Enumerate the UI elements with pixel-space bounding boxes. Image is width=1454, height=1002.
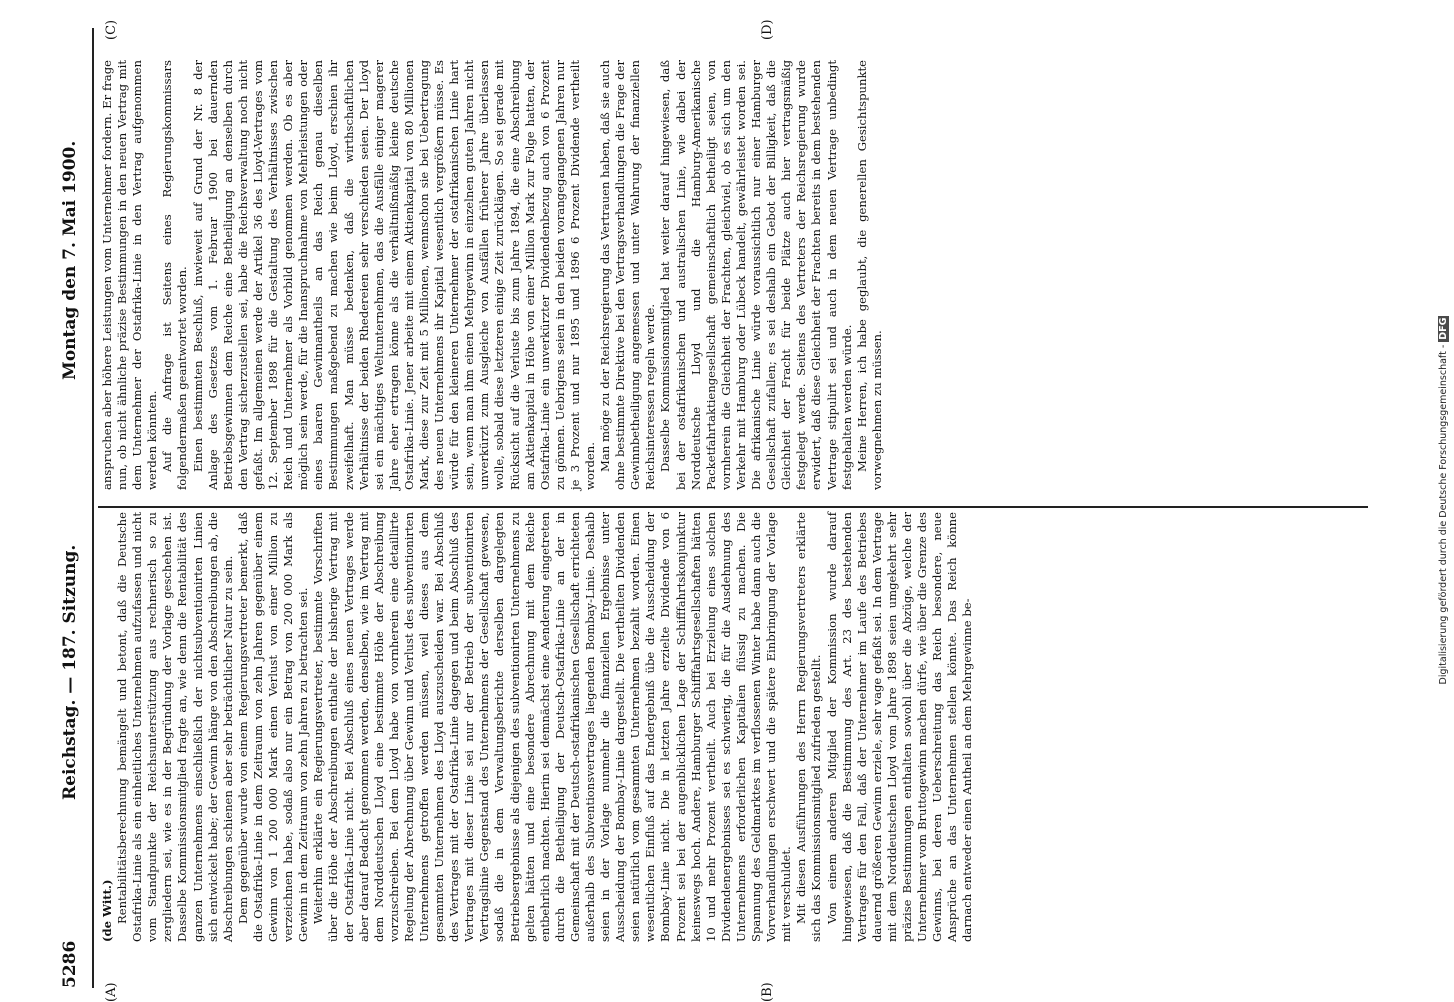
paragraph: Meine Herren, ich habe geglaubt, die generellen Gesichtspunkte vorwegnehmen zu müssen.: [854, 60, 884, 490]
header-rule: [92, 28, 94, 988]
paragraph: Weiterhin erklärte ein Regierungsvertreter, bestimmte Vorschriften über die Höhe der Abschreibungen enthalte der bisherige Vertrag mit der Ostafrika-Linie nicht. Bei Abschluß eines neuen Vertrages werde aber darauf Bedacht genommen werden, denselben, wie im Vertrag mit dem Norddeutschen Lloyd eine bestimmte Höhe der Abschreibung vorzuschreiben. Bei dem Lloyd habe von vornherein eine detaillirte Regelung der Abrechnung über Gewinn und Verlust des subventionirten Unternehmens getroffen werden müssen, weil dieses aus dem gesammten Unternehmen des Lloyd auszuscheiden war. Bei Abschluß des Vertrages mit der Ostafrika-Linie dagegen und beim Abschluß des Vertrages mit dieser Linie sei nur der Betrieb der subventionirten Vertragslinie Gegenstand des Unternehmens der Gesellschaft gewesen, sodaß die in dem Verwaltungsberichte derselben dargelegten Betriebsergebnisse als diejenigen des subventionirten Unternehmens zu gelten hätten und eine besondere Abrechnung mit dem Reiche entbehrlich machten. Hierin sei demnächst eine Aenderung eingetreten durch die Betheiligung der Deutsch-Ostafrika-Linie an der in Gemeinschaft mit der Deutsch-ostafrikanischen Gesellschaft errichteten außerhalb des Subventionsvertrages liegenden Bombay-Linie. Deshalb seien in der Vorlage nunmehr die finanziellen Ergebnisse unter Ausscheidung der Bombay-Linie dargestellt. Die vertheilten Dividenden seien natürlich vom gesammten Unternehmen bezahlt worden. Einen wesentlichen Einfluß auf das Endergebniß übe die Ausscheidung der Bombay-Linie nicht. Die in letzten Jahre erzielte Dividende von 6 Prozent sei bei der augenblicklichen Lage der Schifffahrtskonjunktur keineswegs hoch. Andere, Hamburger Schifffahrtsgesellschaften hätten 10 und mehr Prozent vertheilt. Auch bei Erzielung eines solchen Dividendenergebnisses sei es schwierig, die für die Ausdehnung des Unternehmens erforderlichen Kapitalien flüssig zu machen. Die Spannung des Geldmarktes im verflossenen Winter habe dann auch die Vorverhandlungen erschwert und die spätere Einbringung der Vorlage mit verschuldet.: [311, 512, 794, 942]
left-running-head: Reichstag. — 187. Sitzung.: [60, 544, 80, 800]
margin-mark-b: (B): [760, 982, 775, 1002]
paragraph: anspruchen aber höhere Leistungen vom Unternehmer fordern. Er frage nun, ob nicht ähnliche präzise Bestimmungen in den neuen Vertrag mit dem Unternehmer der Ostafrika-Linie in den Vertrag aufgenommen werden könnten.: [100, 60, 160, 490]
right-column: [100, 60, 885, 490]
digitization-credit: [1414, 0, 1449, 1000]
right-running-head: Montag den 7. Mai 1900.: [60, 140, 80, 380]
margin-mark-c: (C): [104, 19, 119, 40]
paragraph: Rentabilitätsberechnung bemängelt und betont, daß die Deutsche Ostafrika-Linie als ein einheitliches Unternehmen aufzufassen und nicht vom Standpunkte der Reichsunterstützung aus rechnerisch so zu zergliedern sei, wie es in der Begründung der Vorlage geschehen ist. Dasselbe Kommissionsmitglied fragte an, wie denn die Rentabilität des ganzen Unternehmens einschließlich der nichtsubventionirten Linien sich entwickelt habe; der Gewinn hänge von den Abschreibungen ab, die Abschreibungen schienen aber sehr beträchtlicher Natur zu sein.: [115, 512, 235, 942]
page-number: 5286: [60, 940, 80, 988]
dfg-logo: DFG: [1438, 317, 1449, 340]
column-divider: [98, 506, 1368, 508]
paragraph: Dem gegenüber wurde von einem Regierungsvertreter bemerkt, daß die Ostafrika-Linie in dem Zeitraum von zehn Jahren gegenüber einem Gewinn von 1 200 000 Mark einen Verlust von einer Million zu verzeichnen habe, sodaß also nur ein Betrag von 200 000 Mark als Gewinn in dem Zeitraum von zehn Jahren zu betrachten sei.: [235, 512, 311, 942]
margin-mark-d: (D): [760, 19, 775, 40]
paragraph: Auf die Anfrage ist Seitens eines Regierungskommissars folgendermaßen geantwortet worden.: [160, 60, 190, 490]
paragraph: Man möge zu der Reichsregierung das Vertrauen haben, daß sie auch ohne bestimmte Direktive bei den Vertragsverhandlungen die Frage der Gewinnbetheiligung angemessen und unter Wahrung der finanziellen Reichsinteressen regeln werde.: [598, 60, 658, 490]
left-column: [100, 512, 975, 942]
paragraph: Mit diesen Ausführungen des Herrn Regierungsvertreters erklärte sich das Kommissionsmitglied zufrieden gestellt.: [794, 512, 824, 942]
speaker-line: (de Witt.): [100, 879, 114, 942]
credit-text: Digitalisierung gefördert durch die Deutsche Forschungsgemeinschaft -: [1438, 344, 1449, 685]
paragraph: Von einem anderen Mitglied der Kommission wurde darauf hingewiesen, daß die Bestimmung des Art. 23 des bestehenden Vertrages für den Fall, daß der Unternehmer im Laufe des Betriebes dauernd größeren Gewinn erziele, sehr vage gefaßt sei. In dem Vertrage mit dem Norddeutschen Lloyd vom Jahre 1898 seien umgekehrt sehr präzise Bestimmungen enthalten sowohl über die Abzüge, welche der Unternehmer vom Bruttogewinn machen dürfe, wie über die Grenze des Gewinns, bei deren Ueberschreitung das Reich besondere, neue Ansprüche an das Unternehmen stellen könnte. Das Reich könne darnach entweder einen Antheil an dem Mehrgewinne be-: [824, 512, 975, 942]
margin-mark-a: (A): [104, 982, 119, 1002]
paragraph: Dasselbe Kommissionsmitglied hat weiter darauf hingewiesen, daß bei der ostafrikanischen und australischen Linie, wie dabei der Norddeutsche Lloyd und die Hamburg-Amerikanische Packetfahrtaktiengesellschaft gemeinschaftlich betheiligt seien, von vornherein die Gleichheit der Frachten, gleichviel, ob es sich um den Verkehr mit Hamburg oder Lübeck handelt, gewährleistet worden sei. Die afrikanische Linie würde voraussichtlich nur einer Hamburger Gesellschaft zufallen; es sei deshalb ein Gebot der Billigkeit, daß die Gleichheit der Fracht für beide Plätze auch hier vertragsmäßig festgelegt werde. Seitens des Vertreters der Reichsregierung wurde erwidert, daß diese Gleichheit der Frachten bereits in dem bestehenden Vertrage stipulirt sei und auch in dem neuen Vertrage unbedingt festgehalten werden würde.: [658, 60, 854, 490]
paragraph: Einen bestimmten Beschluß, inwieweit auf Grund der Nr. 8 der Anlage des Gesetzes vom 1. Februar 1900 bei dauernden Betriebsgewinnen dem Reiche eine Betheiligung an denselben durch den Vertrag sicherzustellen sei, habe die Reichsverwaltung noch nicht gefaßt. Im allgemeinen werde der Artikel 36 des Lloyd-Vertrages vom 12. September 1898 für die Gestaltung des Verhältnisses zwischen Reich und Unternehmer als Vorbild genommen werden. Ob es aber möglich sein werde, für die Inanspruchnahme von Mehrleistungen oder eines baaren Gewinnantheils an das Reich genau dieselben Bestimmungen maßgebend zu machen wie beim Lloyd, erschien ihr zweifelhaft. Man müsse bedenken, daß die wirthschaftlichen Verhältnisse der beiden Rhedereien sehr verschieden seien. Der Lloyd sei ein mächtiges Weltunternehmen, das die Ausfälle einiger magerer Jahre eher ertragen könne als die verhältnißmäßig kleine deutsche Ostafrika-Linie. Jener arbeite mit einem Aktienkapital von 80 Millionen Mark, diese zur Zeit mit 5 Millionen, wennschon sie bei Uebertragung des neuen Unternehmens ihr Kapital wesentlich vergrößern müsse. Es würde für den kleineren Unternehmer der ostafrikanischen Linie hart sein, wenn man ihm einen Mehrgewinn in einzelnen guten Jahren nicht unverkürzt zum Ausgleiche von Ausfällen früherer Jahre überlassen wolle, sobald diese letzteren einige Zeit zurücklägen. So sei gerade mit Rücksicht auf die Verluste bis zum Jahre 1894, die eine Abschreibung am Aktienkapital in Höhe von einer Million Mark zur Folge hatten, der Ostafrika-Linie ein unverkürzter Dividendenbezug auch von 6 Prozent zu gönnen. Uebrigens seien in den beiden vorangegangenen Jahren nur je 3 Prozent und nur 1895 und 1896 6 Prozent Dividende vertheilt worden.: [190, 60, 597, 490]
